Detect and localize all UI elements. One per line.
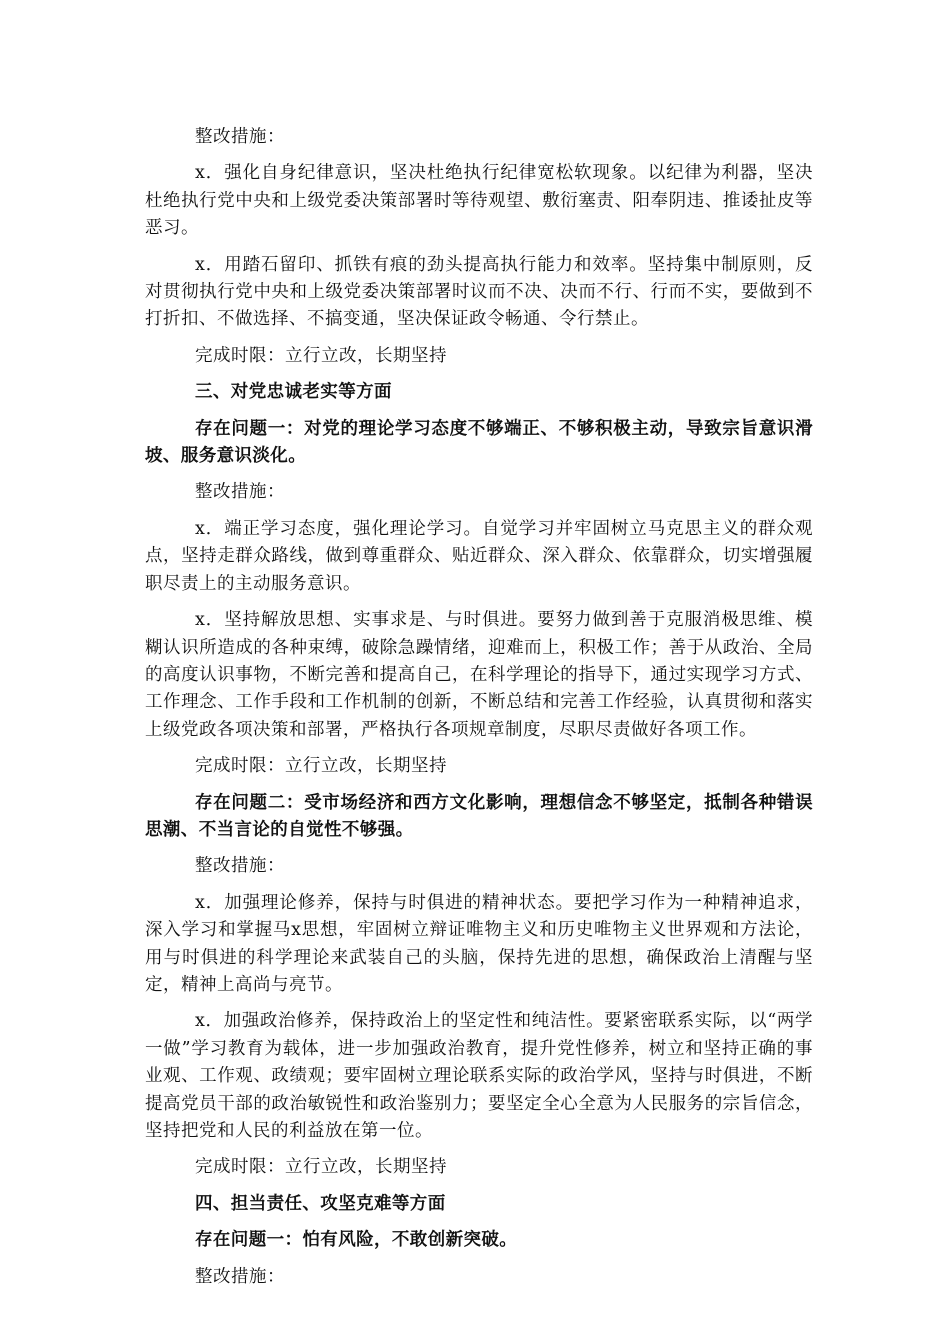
deadline-line: 完成时限：立行立改，长期坚持 [195,1157,447,1178]
problem-heading: 存在问题二：受市场经济和西方文化影响，理想信念不够坚定，抵制各种错误思潮、不当言论的自觉性不够强。 [145,792,813,840]
deadline-line: 完成时限：立行立改，长期坚持 [195,345,447,366]
measure-paragraph: x．用踏石留印、抓铁有痕的劲头提高执行能力和效率。坚持集中制原则，反对贯彻执行党中央和上级党委决策部署时议而不决、决而不行、行而不实，要做到不打折扣、不做选择、不搞变通，坚决保证政令畅通、令行禁止。 [145,254,813,330]
measure-paragraph: x．加强政治修养，保持政治上的坚定性和纯洁性。要紧密联系实际，以“两学一做”学习教育为载体，进一步加强政治教育，提升党性修养，树立和坚持正确的事业观、工作观、政绩观；要牢固树立理论联系实际的政治学风，坚持与时俱进，不断提高党员干部的政治敏锐性和政治鉴别力；要坚定全心全意为人民服务的宗旨信念，坚持把党和人民的利益放在第一位。 [145,1011,813,1141]
problem-heading: 存在问题一：怕有风险，不敢创新突破。 [195,1230,518,1251]
section-heading: 四、担当责任、攻坚克难等方面 [195,1193,446,1214]
section-heading: 三、对党忠诚老实等方面 [195,382,392,403]
measures-heading: 整改措施： [195,482,285,503]
problem-heading: 存在问题一：对党的理论学习态度不够端正、不够积极主动，导致宗旨意识滑坡、服务意识淡化。 [145,418,813,467]
measures-heading: 整改措施： [195,127,285,147]
document-body [145,124,813,1300]
measure-paragraph: x．端正学习态度，强化理论学习。自觉学习并牢固树立马克思主义的群众观点，坚持走群众路线，做到尊重群众、贴近群众、深入群众、依靠群众，切实增强履职尽责上的主动服务意识。 [145,518,813,594]
measure-paragraph: x．加强理论修养，保持与时俱进的精神状态。要把学习作为一种精神追求，深入学习和掌握马x思想，牢固树立辩证唯物主义和历史唯物主义世界观和方法论，用与时俱进的科学理论来武装自己的头脑，保持先进的思想，确保政治上清醒与坚定，精神上高尚与亮节。 [145,892,813,995]
measures-heading: 整改措施： [195,856,285,877]
measure-paragraph: x．坚持解放思想、实事求是、与时俱进。要努力做到善于克服消极思维、模糊认识所造成的各种束缚，破除急躁情绪，迎难而上，积极工作；善于从政治、全局的高度认识事物，不断完善和提高自己，在科学理论的指导下，通过实现学习方式、工作理念、工作手段和工作机制的创新，不断总结和完善工作经验，认真贯彻和落实上级党政各项决策和部署，严格执行各项规章制度，尽职尽责做好各项工作。 [145,610,813,740]
measure-paragraph: x．强化自身纪律意识，坚决杜绝执行纪律宽松软现象。以纪律为利器，坚决杜绝执行党中央和上级党委决策部署时等待观望、敷衍塞责、阳奉阴违、推诿扯皮等恶习。 [145,163,813,239]
measures-heading: 整改措施： [195,1266,285,1287]
deadline-line: 完成时限：立行立改，长期坚持 [195,756,447,777]
